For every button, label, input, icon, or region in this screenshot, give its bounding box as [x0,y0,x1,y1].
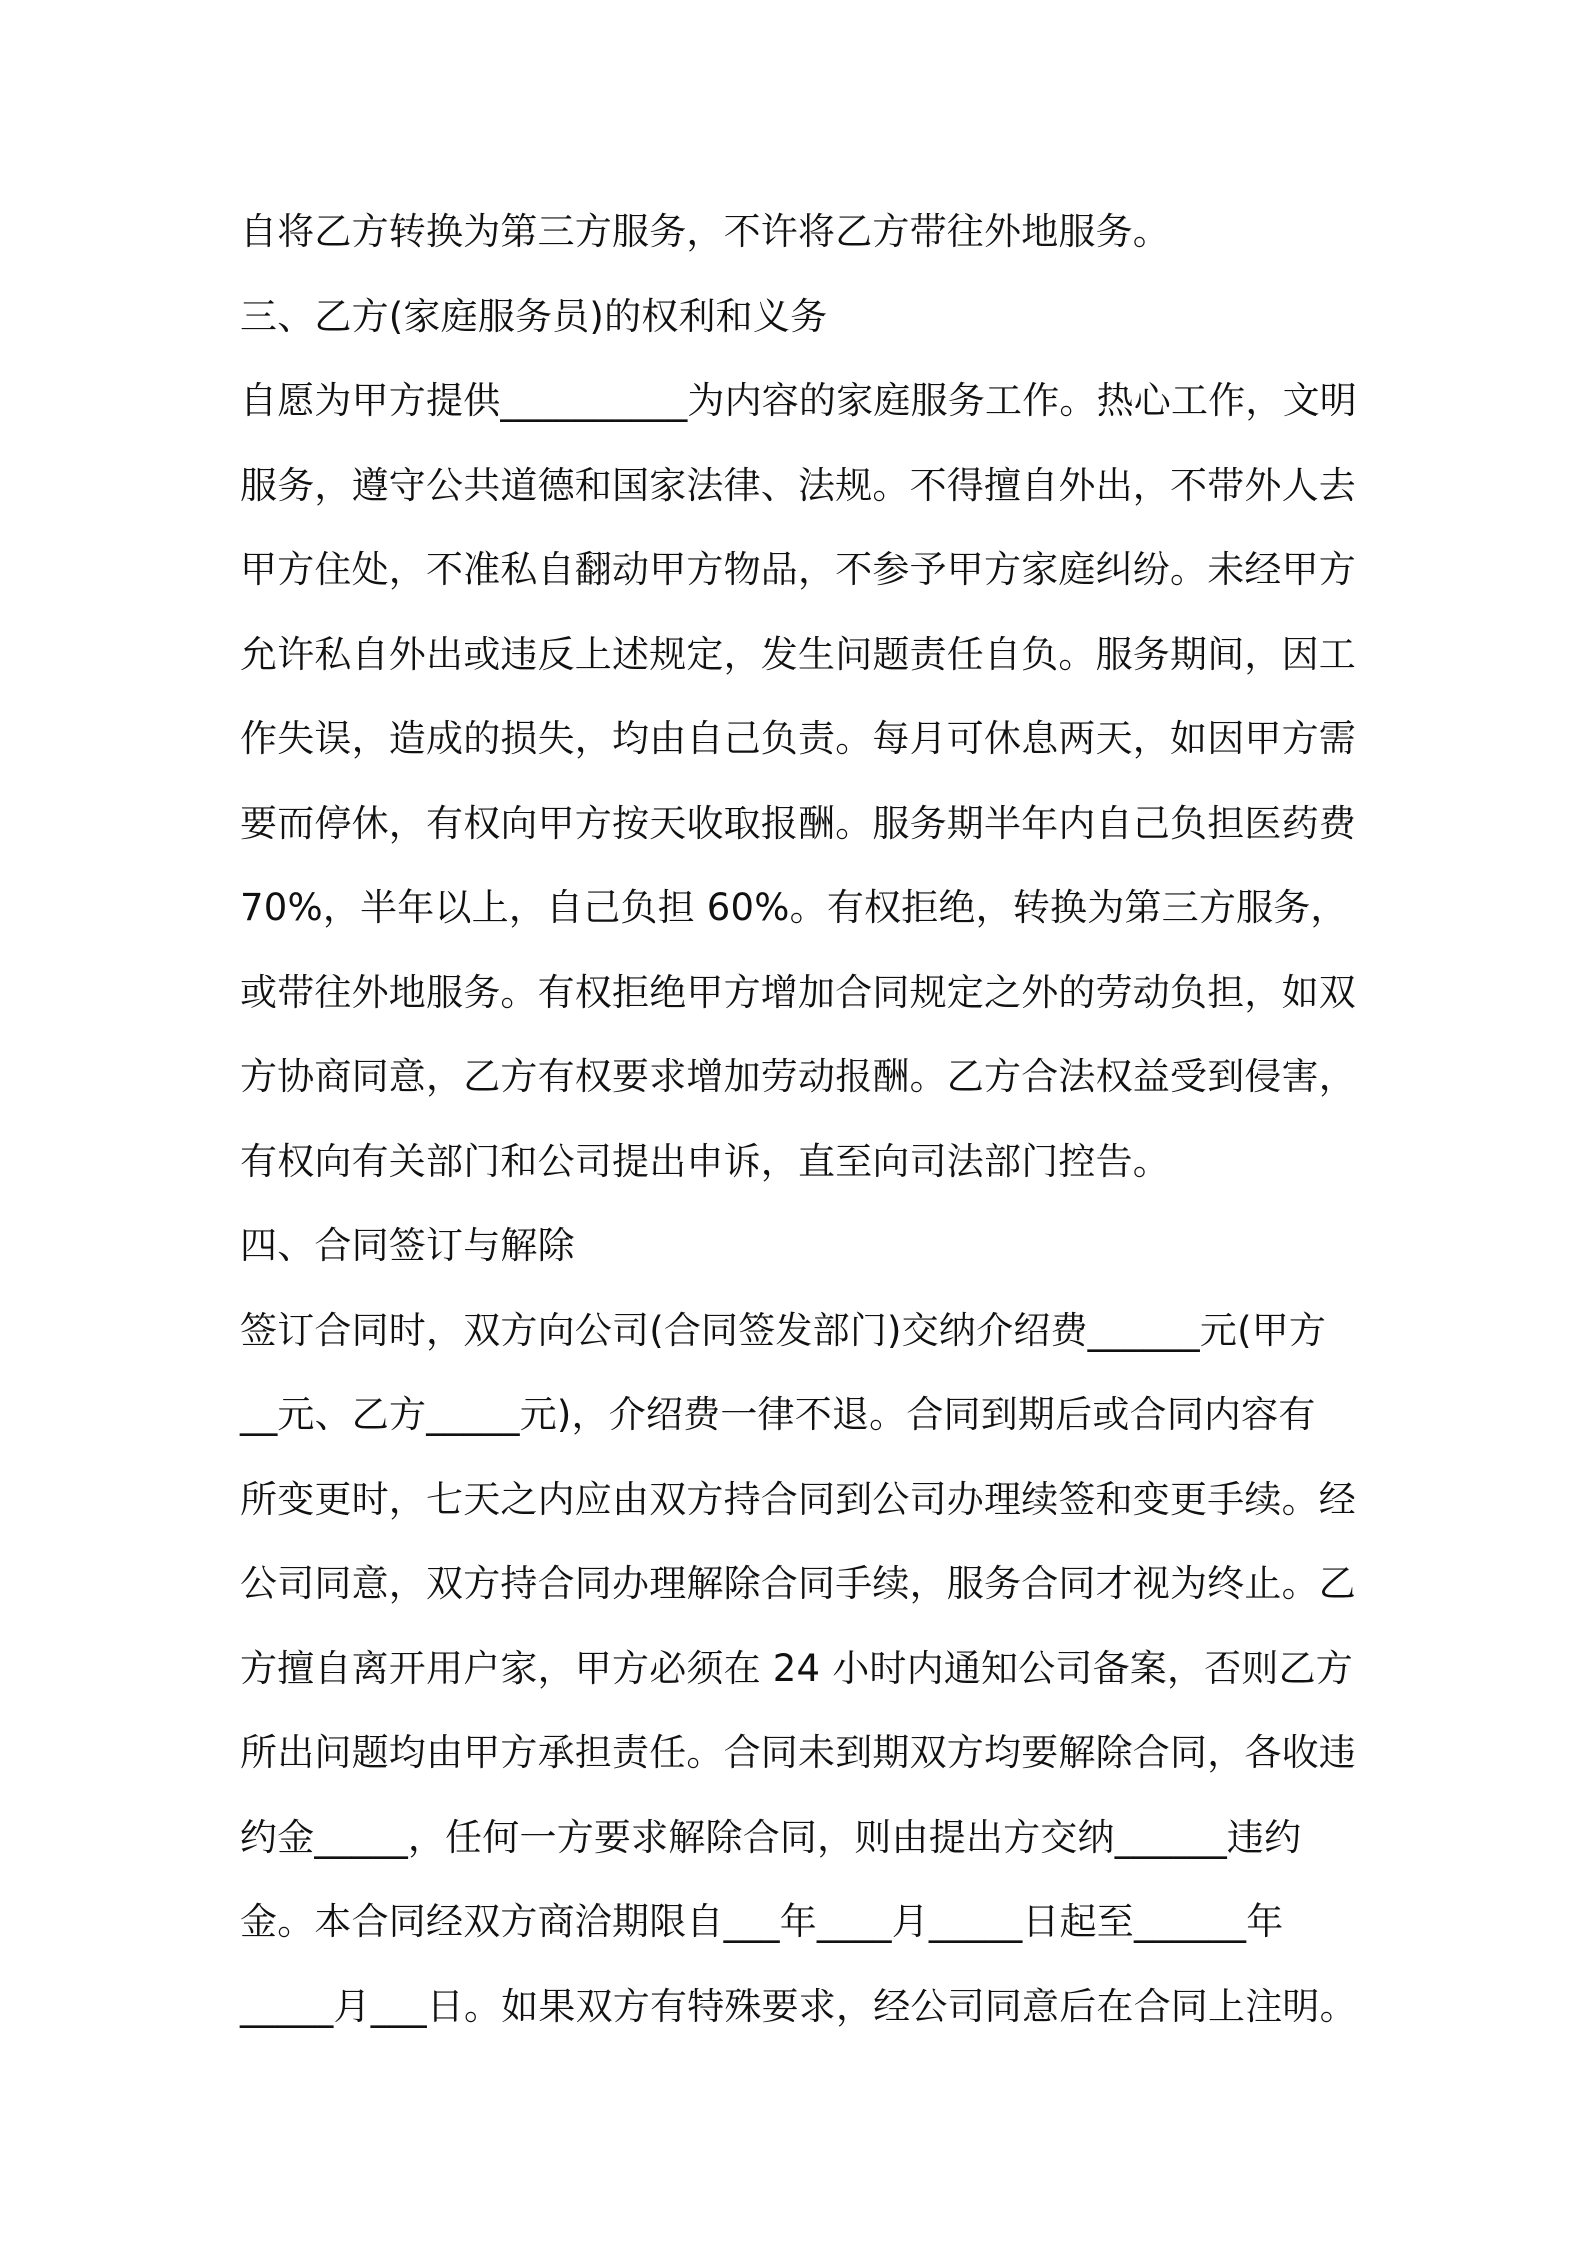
text-line: 自将乙方转换为第三方服务，不许将乙方带往外地服务。 [240,210,1170,253]
text-line: 所变更时，七天之内应由双方持合同到公司办理续签和变更手续。经 [240,1477,1356,1521]
text-line: _____月___日。如果双方有特殊要求，经公司同意后在合同上注明。 [240,1984,1357,2028]
text-line: 方协商同意，乙方有权要求增加劳动报酬。乙方合法权益受到侵害， [240,1055,1356,1098]
text-line: 或带往外地服务。有权拒绝甲方增加合同规定之外的劳动负担，如双 [240,970,1356,1014]
text-line: 公司同意，双方持合同办理解除合同手续，服务合同才视为终止。乙 [240,1562,1356,1605]
text-line: 所出问题均由甲方承担责任。合同未到期双方均要解除合同，各收违 [240,1731,1356,1774]
text-line: 甲方住处，不准私自翻动甲方物品，不参予甲方家庭纠纷。未经甲方 [240,548,1356,591]
text-line: 约金_____，任何一方要求解除合同，则由提出方交纳______违约 [240,1815,1302,1859]
text-line: __元、乙方_____元)，介绍费一律不退。合同到期后或合同内容有 [240,1393,1316,1436]
text-line: 70%，半年以上，自己负担 60%。有权拒绝，转换为第三方服务， [240,886,1348,929]
section-heading: 三、乙方(家庭服务员)的权利和义务 [240,294,828,338]
text-line: 有权向有关部门和公司提出申诉，直至向司法部门控告。 [240,1139,1170,1183]
text-line: 作失误，造成的损失，均由自己负责。每月可休息两天，如因甲方需 [240,717,1356,760]
text-line: 允许私自外出或违反上述规定，发生问题责任自负。服务期间，因工 [240,632,1356,676]
text-line: 金。本合同经双方商洽期限自___年____月_____日起至______年 [240,1900,1284,1943]
text-line: 签订合同时，双方向公司(合同签发部门)交纳介绍费______元(甲方 [240,1308,1327,1352]
section-heading: 四、合同签订与解除 [240,1224,575,1267]
text-line: 要而停休，有权向甲方按天收取报酬。服务期半年内自己负担医药费 [240,801,1356,845]
contract-text [240,190,1360,2049]
text-line: 服务，遵守公共道德和国家法律、法规。不得擅自外出，不带外人去 [240,463,1356,507]
text-line: 自愿为甲方提供__________为内容的家庭服务工作。热心工作，文明 [240,379,1357,422]
text-line: 方擅自离开用户家，甲方必须在 24 小时内通知公司备案，否则乙方 [240,1646,1354,1690]
